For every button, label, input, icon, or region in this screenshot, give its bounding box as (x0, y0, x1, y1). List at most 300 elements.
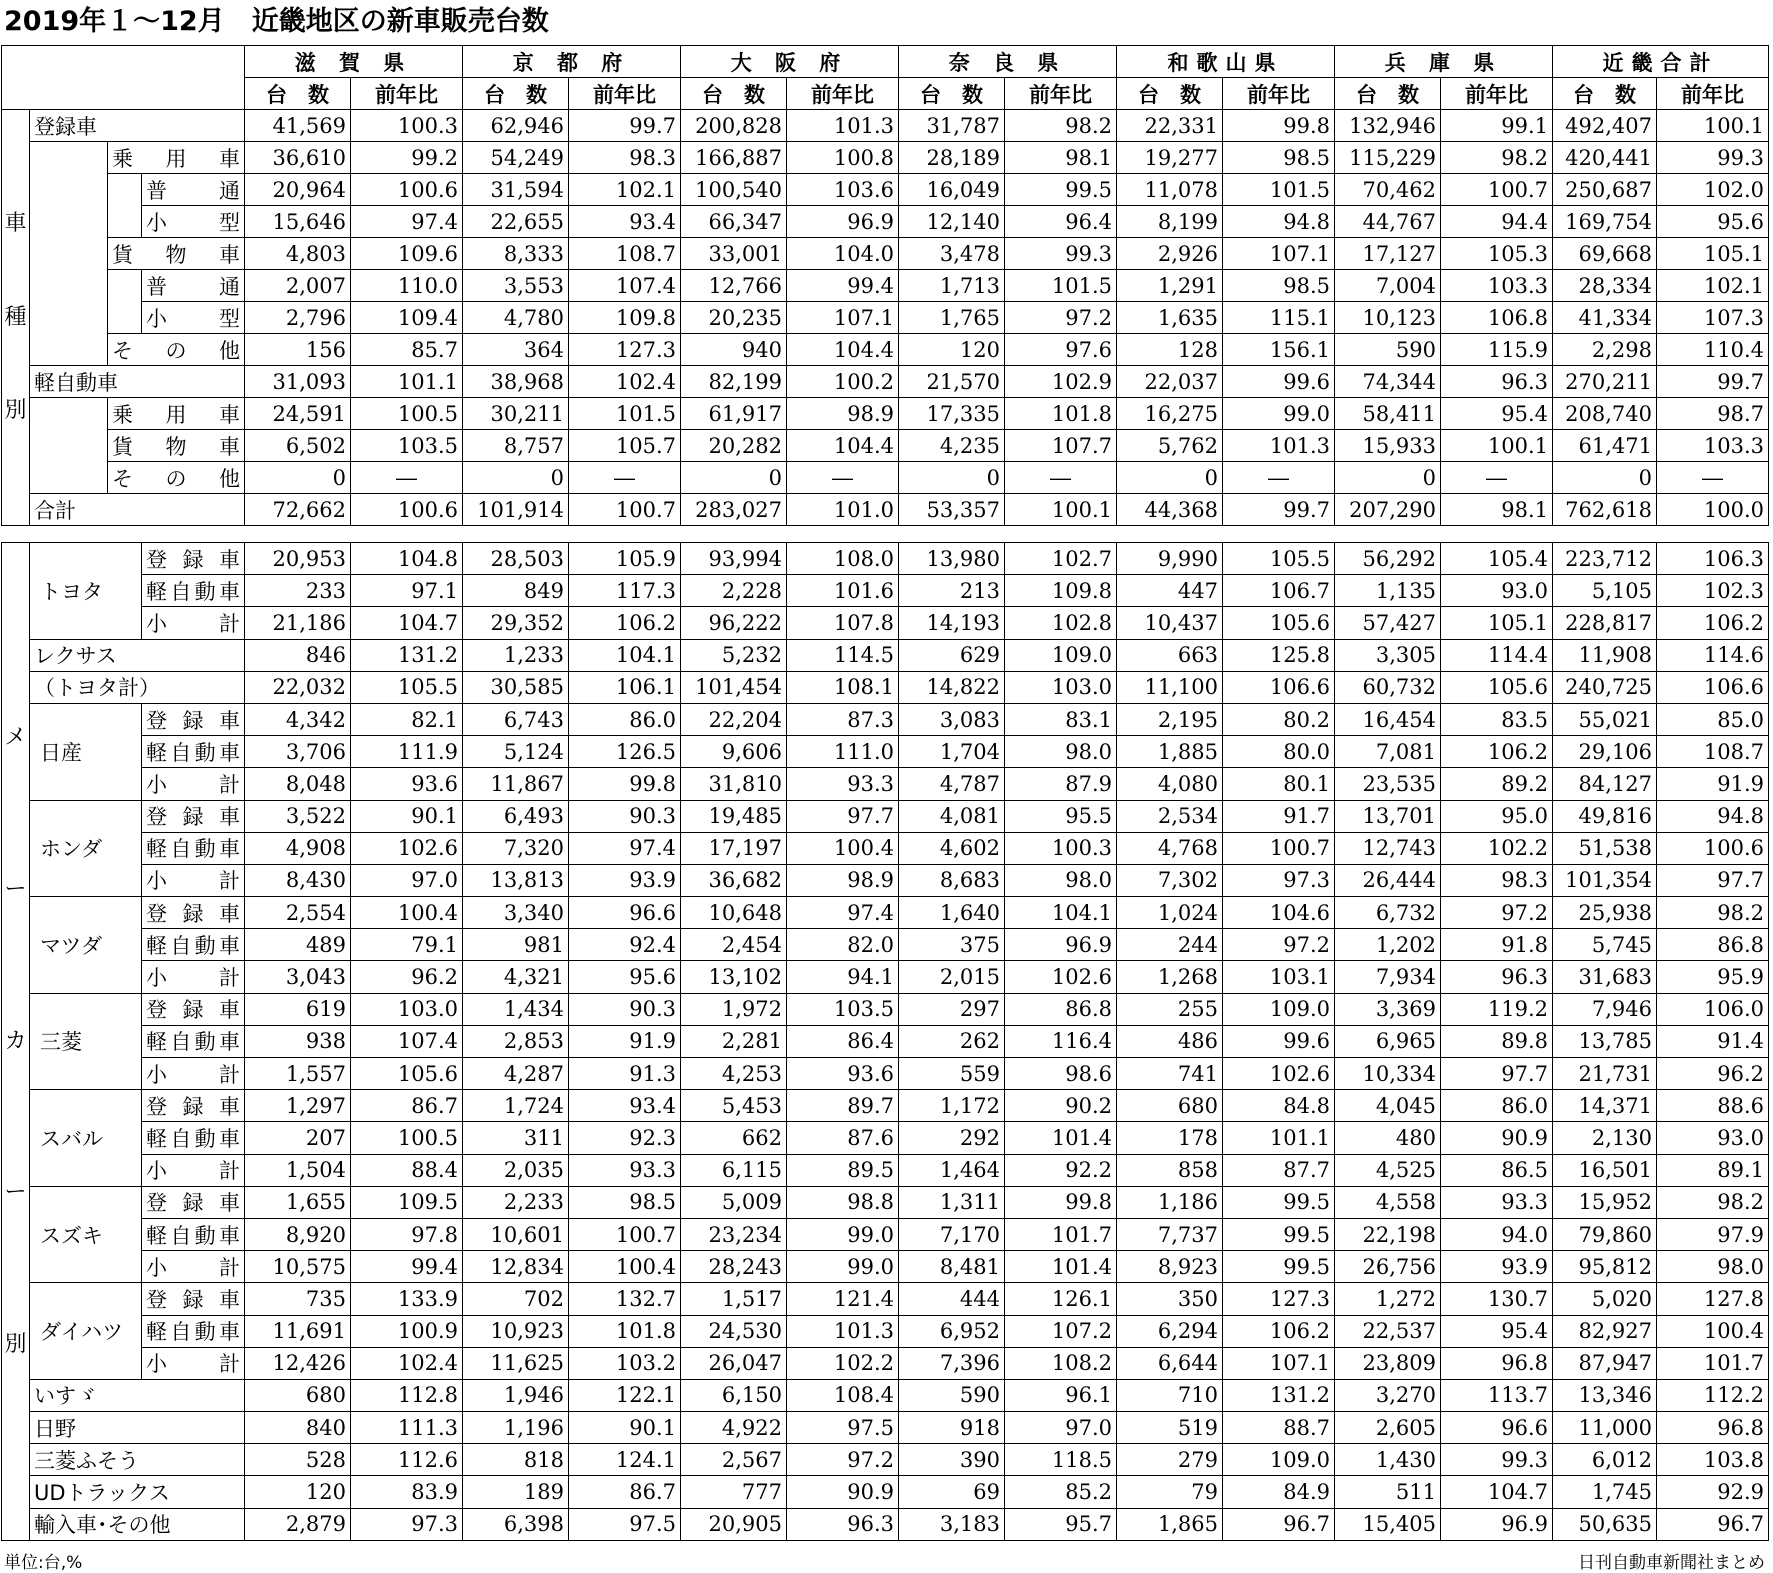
units-cell: 5,762 (1117, 430, 1223, 462)
units-cell: 11,867 (463, 768, 569, 800)
ratio-cell: ― (1441, 462, 1553, 494)
units-cell: 15,952 (1553, 1186, 1657, 1218)
ratio-cell: 106.2 (569, 607, 681, 639)
ratio-cell: 101.6 (787, 575, 899, 607)
table-row (2, 1315, 1769, 1347)
ratio-cell: 97.2 (1005, 302, 1117, 334)
ratio-cell: 84.8 (1223, 1090, 1335, 1122)
units-cell: 528 (245, 1444, 351, 1476)
units-cell: 5,232 (681, 639, 787, 671)
ratio-cell: 97.9 (1657, 1218, 1769, 1250)
sub-label: 小 計 (142, 1154, 245, 1186)
units-cell: 7,302 (1117, 864, 1223, 896)
ratio-cell: 100.6 (351, 174, 463, 206)
ratio-cell: 96.2 (351, 961, 463, 993)
ratio-cell: 107.3 (1657, 302, 1769, 334)
ratio-cell: 99.7 (1657, 366, 1769, 398)
units-cell: 11,691 (245, 1315, 351, 1347)
units-cell: 30,585 (463, 671, 569, 703)
ratio-cell: 100.7 (569, 494, 681, 526)
table-row (2, 1251, 1769, 1283)
ratio-header: 前年比 (1657, 78, 1769, 110)
units-cell: 390 (899, 1444, 1005, 1476)
ratio-cell: 100.4 (787, 832, 899, 864)
page-title: 2019年１～12月 近畿地区の新車販売台数 (4, 6, 549, 37)
units-cell: 1,713 (899, 270, 1005, 302)
side-char: 車 (4, 210, 27, 236)
ratio-cell: 107.4 (569, 270, 681, 302)
ratio-cell: 91.4 (1657, 1025, 1769, 1057)
units-cell: 4,768 (1117, 832, 1223, 864)
units-cell: 590 (899, 1379, 1005, 1411)
row-label: 普 通 (142, 174, 245, 206)
ratio-cell: 96.6 (1441, 1412, 1553, 1444)
units-cell: 250,687 (1553, 174, 1657, 206)
sub-label: 軽自動車 (142, 832, 245, 864)
sub-label: 登 録 車 (142, 1283, 245, 1315)
sub-label: 登 録 車 (142, 543, 245, 575)
units-cell: 6,965 (1335, 1025, 1441, 1057)
maker-name: マツダ (30, 897, 142, 994)
units-cell: 270,211 (1553, 366, 1657, 398)
table-row (2, 462, 1769, 494)
units-cell: 283,027 (681, 494, 787, 526)
ratio-cell: 104.7 (1441, 1476, 1553, 1508)
units-cell: 31,787 (899, 110, 1005, 142)
indent-cell (108, 174, 142, 206)
sub-label: 小 計 (142, 1251, 245, 1283)
units-cell: 486 (1117, 1025, 1223, 1057)
units-cell: 1,186 (1117, 1186, 1223, 1218)
units-cell: 4,602 (899, 832, 1005, 864)
ratio-cell: 103.5 (787, 993, 899, 1025)
units-cell: 12,426 (245, 1347, 351, 1379)
units-cell: 292 (899, 1122, 1005, 1154)
units-cell: 120 (245, 1476, 351, 1508)
ratio-cell: 100.0 (1657, 494, 1769, 526)
table-row (2, 1058, 1769, 1090)
ratio-cell: 106.2 (1441, 736, 1553, 768)
units-cell: 1,885 (1117, 736, 1223, 768)
ratio-cell: 89.2 (1441, 768, 1553, 800)
units-cell: 70,462 (1335, 174, 1441, 206)
sub-label: 軽自動車 (142, 575, 245, 607)
ratio-cell: 109.0 (1005, 639, 1117, 671)
ratio-cell: 102.2 (1441, 832, 1553, 864)
ratio-cell: 99.3 (1005, 238, 1117, 270)
ratio-cell: 99.1 (1441, 110, 1553, 142)
sub-label: 小 計 (142, 864, 245, 896)
sub-label: 登 録 車 (142, 993, 245, 1025)
units-cell: 17,335 (899, 398, 1005, 430)
ratio-cell: 100.4 (569, 1251, 681, 1283)
table-row (2, 1508, 1769, 1540)
maker-name: 日産 (30, 703, 142, 800)
units-header: 台 数 (245, 78, 351, 110)
ratio-cell: 99.4 (787, 270, 899, 302)
ratio-cell: 98.1 (1005, 142, 1117, 174)
ratio-cell: 110.4 (1657, 334, 1769, 366)
ratio-cell: ― (1657, 462, 1769, 494)
ratio-cell: 112.2 (1657, 1379, 1769, 1411)
ratio-cell: 104.4 (787, 430, 899, 462)
units-cell: 2,853 (463, 1025, 569, 1057)
prefecture-header: 兵 庫 県 (1335, 46, 1553, 78)
units-cell: 849 (463, 575, 569, 607)
ratio-cell: 106.7 (1223, 575, 1335, 607)
units-cell: 1,430 (1335, 1444, 1441, 1476)
ratio-cell: 97.1 (351, 575, 463, 607)
units-cell: 244 (1117, 929, 1223, 961)
ratio-cell: 104.7 (351, 607, 463, 639)
units-cell: 629 (899, 639, 1005, 671)
units-cell: 762,618 (1553, 494, 1657, 526)
units-cell: 0 (245, 462, 351, 494)
maker-name: スバル (30, 1090, 142, 1187)
units-cell: 84,127 (1553, 768, 1657, 800)
ratio-cell: 94.0 (1441, 1218, 1553, 1250)
units-cell: 1,202 (1335, 929, 1441, 961)
maker-name: いすゞ (30, 1379, 245, 1411)
ratio-cell: 100.8 (787, 142, 899, 174)
units-cell: 4,287 (463, 1058, 569, 1090)
units-cell: 49,816 (1553, 800, 1657, 832)
units-cell: 1,268 (1117, 961, 1223, 993)
ratio-cell: 96.7 (1657, 1508, 1769, 1540)
units-cell: 24,591 (245, 398, 351, 430)
table-row (2, 607, 1769, 639)
units-cell: 178 (1117, 1122, 1223, 1154)
ratio-cell: 106.6 (1223, 671, 1335, 703)
indent-cell (30, 398, 108, 430)
units-cell: 3,706 (245, 736, 351, 768)
ratio-cell: 96.3 (1441, 366, 1553, 398)
ratio-cell: 104.4 (787, 334, 899, 366)
units-cell: 22,198 (1335, 1218, 1441, 1250)
table-row (2, 768, 1769, 800)
ratio-cell: 99.5 (1223, 1186, 1335, 1218)
ratio-cell: 111.0 (787, 736, 899, 768)
units-cell: 10,575 (245, 1251, 351, 1283)
units-cell: 7,737 (1117, 1218, 1223, 1250)
ratio-cell: 98.8 (787, 1186, 899, 1218)
ratio-cell: 102.1 (1657, 270, 1769, 302)
ratio-cell: 102.6 (1005, 961, 1117, 993)
table-row (2, 671, 1769, 703)
prefecture-header: 近畿合計 (1553, 46, 1769, 78)
ratio-cell: 105.7 (569, 430, 681, 462)
units-cell: 31,810 (681, 768, 787, 800)
units-cell: 311 (463, 1122, 569, 1154)
units-cell: 840 (245, 1412, 351, 1444)
ratio-cell: 104.6 (1223, 897, 1335, 929)
units-cell: 60,732 (1335, 671, 1441, 703)
units-cell: 4,908 (245, 832, 351, 864)
units-cell: 101,914 (463, 494, 569, 526)
ratio-cell: 101.5 (1005, 270, 1117, 302)
ratio-cell: 89.7 (787, 1090, 899, 1122)
ratio-cell: 104.1 (1005, 897, 1117, 929)
units-cell: 11,000 (1553, 1412, 1657, 1444)
units-cell: 3,369 (1335, 993, 1441, 1025)
table-row (2, 1379, 1769, 1411)
units-cell: 66,347 (681, 206, 787, 238)
units-cell: 55,021 (1553, 703, 1657, 735)
ratio-cell: 86.8 (1005, 993, 1117, 1025)
ratio-cell: 156.1 (1223, 334, 1335, 366)
table-row (2, 270, 1769, 302)
ratio-cell: 114.4 (1441, 639, 1553, 671)
units-cell: 57,427 (1335, 607, 1441, 639)
units-cell: 31,093 (245, 366, 351, 398)
units-cell: 777 (681, 1476, 787, 1508)
row-label: 普 通 (142, 270, 245, 302)
ratio-cell: 99.3 (1657, 142, 1769, 174)
units-cell: 4,922 (681, 1412, 787, 1444)
units-cell: 519 (1117, 1412, 1223, 1444)
ratio-cell: 99.6 (1223, 1025, 1335, 1057)
ratio-cell: 102.7 (1005, 543, 1117, 575)
ratio-cell: 87.7 (1223, 1154, 1335, 1186)
source-note: 日刊自動車新聞社まとめ (1578, 1553, 1765, 1573)
ratio-cell: 100.1 (1005, 494, 1117, 526)
ratio-cell: 101.3 (1223, 430, 1335, 462)
ratio-cell: 88.6 (1657, 1090, 1769, 1122)
sub-label: 軽自動車 (142, 1025, 245, 1057)
ratio-cell: 101.1 (351, 366, 463, 398)
ratio-cell: 109.8 (1005, 575, 1117, 607)
units-cell: 17,127 (1335, 238, 1441, 270)
ratio-cell: 101.7 (1657, 1347, 1769, 1379)
units-cell: 15,646 (245, 206, 351, 238)
row-label: 合計 (30, 494, 245, 526)
sub-label: 登 録 車 (142, 1186, 245, 1218)
ratio-cell: 133.9 (351, 1283, 463, 1315)
ratio-cell: ― (569, 462, 681, 494)
indent-cell (108, 302, 142, 334)
ratio-cell: 99.5 (1223, 1251, 1335, 1283)
ratio-cell: 100.4 (1657, 1315, 1769, 1347)
maker-name: 三菱 (30, 993, 142, 1090)
units-cell: 21,731 (1553, 1058, 1657, 1090)
units-cell: 7,320 (463, 832, 569, 864)
units-cell: 79,860 (1553, 1218, 1657, 1250)
ratio-cell: 103.1 (1223, 961, 1335, 993)
ratio-cell: 97.2 (1441, 897, 1553, 929)
units-cell: 981 (463, 929, 569, 961)
units-cell: 132,946 (1335, 110, 1441, 142)
ratio-cell: 111.3 (351, 1412, 463, 1444)
ratio-cell: 106.2 (1223, 1315, 1335, 1347)
ratio-cell: 112.8 (351, 1379, 463, 1411)
units-cell: 23,535 (1335, 768, 1441, 800)
units-cell: 8,683 (899, 864, 1005, 896)
units-cell: 16,049 (899, 174, 1005, 206)
ratio-cell: 108.2 (1005, 1347, 1117, 1379)
units-cell: 20,953 (245, 543, 351, 575)
ratio-cell: 98.1 (1441, 494, 1553, 526)
ratio-cell: 91.3 (569, 1058, 681, 1090)
ratio-cell: 87.9 (1005, 768, 1117, 800)
units-cell: 44,368 (1117, 494, 1223, 526)
ratio-cell: 103.0 (1005, 671, 1117, 703)
units-cell: 1,233 (463, 639, 569, 671)
side-char: カ (4, 1028, 27, 1054)
ratio-cell: 82.0 (787, 929, 899, 961)
units-cell: 619 (245, 993, 351, 1025)
units-cell: 33,001 (681, 238, 787, 270)
units-cell: 255 (1117, 993, 1223, 1025)
ratio-cell: 90.3 (569, 993, 681, 1025)
ratio-cell: 96.6 (569, 897, 681, 929)
units-cell: 2,228 (681, 575, 787, 607)
maker-name: ダイハツ (30, 1283, 142, 1380)
units-cell: 1,972 (681, 993, 787, 1025)
sub-label: 軽自動車 (142, 1122, 245, 1154)
ratio-cell: 99.0 (787, 1251, 899, 1283)
ratio-header: 前年比 (787, 78, 899, 110)
ratio-cell: 98.0 (1005, 736, 1117, 768)
units-cell: 2,281 (681, 1025, 787, 1057)
ratio-cell: 105.6 (1441, 671, 1553, 703)
ratio-cell: 98.3 (569, 142, 681, 174)
ratio-cell: 103.3 (1657, 430, 1769, 462)
ratio-cell: 93.0 (1657, 1122, 1769, 1154)
ratio-cell: 97.0 (351, 864, 463, 896)
ratio-cell: 100.6 (351, 494, 463, 526)
table-row (2, 1444, 1769, 1476)
units-cell: 28,189 (899, 142, 1005, 174)
ratio-cell: 105.6 (1223, 607, 1335, 639)
units-cell: 1,297 (245, 1090, 351, 1122)
units-cell: 2,926 (1117, 238, 1223, 270)
table-row (2, 494, 1769, 526)
ratio-cell: 93.0 (1441, 575, 1553, 607)
ratio-cell: 124.1 (569, 1444, 681, 1476)
row-label: 貨 物 車 (108, 238, 245, 270)
ratio-cell: 95.4 (1441, 1315, 1553, 1347)
ratio-cell: 127.3 (1223, 1283, 1335, 1315)
units-cell: 2,554 (245, 897, 351, 929)
units-cell: 30,211 (463, 398, 569, 430)
ratio-cell: 103.3 (1441, 270, 1553, 302)
units-cell: 3,183 (899, 1508, 1005, 1540)
ratio-cell: 98.9 (787, 398, 899, 430)
ratio-cell: 108.7 (1657, 736, 1769, 768)
ratio-cell: 97.7 (1657, 864, 1769, 896)
units-cell: 741 (1117, 1058, 1223, 1090)
ratio-cell: 108.4 (787, 1379, 899, 1411)
ratio-cell: 99.0 (787, 1218, 899, 1250)
ratio-cell: 101.8 (569, 1315, 681, 1347)
maker-name: 輸入車･その他 (30, 1508, 245, 1540)
units-cell: 940 (681, 334, 787, 366)
indent-cell (30, 206, 108, 238)
ratio-cell: 109.0 (1223, 1444, 1335, 1476)
units-header: 台 数 (1553, 78, 1657, 110)
table-row (2, 1476, 1769, 1508)
ratio-cell: 127.3 (569, 334, 681, 366)
units-cell: 22,655 (463, 206, 569, 238)
ratio-cell: 93.9 (1441, 1251, 1553, 1283)
units-cell: 1,865 (1117, 1508, 1223, 1540)
units-cell: 95,812 (1553, 1251, 1657, 1283)
units-cell: 19,485 (681, 800, 787, 832)
units-cell: 8,048 (245, 768, 351, 800)
table-row (2, 1186, 1769, 1218)
ratio-cell: 102.4 (569, 366, 681, 398)
maker-name: ホンダ (30, 800, 142, 897)
units-cell: 3,553 (463, 270, 569, 302)
ratio-cell: 98.6 (1005, 1058, 1117, 1090)
units-cell: 156 (245, 334, 351, 366)
ratio-cell: 83.5 (1441, 703, 1553, 735)
units-cell: 0 (1117, 462, 1223, 494)
units-cell: 8,923 (1117, 1251, 1223, 1283)
units-cell: 1,504 (245, 1154, 351, 1186)
ratio-cell: 100.7 (1441, 174, 1553, 206)
row-label: そ の 他 (108, 462, 245, 494)
indent-cell (108, 206, 142, 238)
ratio-cell: 86.0 (1441, 1090, 1553, 1122)
ratio-cell: 79.1 (351, 929, 463, 961)
ratio-cell: 96.3 (1441, 961, 1553, 993)
ratio-cell: 91.9 (569, 1025, 681, 1057)
ratio-cell: 83.1 (1005, 703, 1117, 735)
units-cell: 7,170 (899, 1218, 1005, 1250)
units-cell: 6,502 (245, 430, 351, 462)
units-cell: 13,102 (681, 961, 787, 993)
units-cell: 16,454 (1335, 703, 1441, 735)
table-row (2, 961, 1769, 993)
units-cell: 0 (1553, 462, 1657, 494)
ratio-cell: 86.8 (1657, 929, 1769, 961)
ratio-cell: 112.6 (351, 1444, 463, 1476)
ratio-cell: 107.2 (1005, 1315, 1117, 1347)
units-cell: 10,334 (1335, 1058, 1441, 1090)
units-cell: 2,195 (1117, 703, 1223, 735)
units-cell: 26,756 (1335, 1251, 1441, 1283)
units-header: 台 数 (463, 78, 569, 110)
units-cell: 74,344 (1335, 366, 1441, 398)
ratio-cell: 101.0 (787, 494, 899, 526)
row-label: 貨 物 車 (108, 430, 245, 462)
units-header: 台 数 (1117, 78, 1223, 110)
units-cell: 54,249 (463, 142, 569, 174)
ratio-cell: 102.6 (1223, 1058, 1335, 1090)
ratio-cell: 94.1 (787, 961, 899, 993)
ratio-cell: 103.2 (569, 1347, 681, 1379)
ratio-cell: 114.5 (787, 639, 899, 671)
units-cell: 3,305 (1335, 639, 1441, 671)
units-cell: 2,035 (463, 1154, 569, 1186)
units-cell: 41,569 (245, 110, 351, 142)
units-cell: 1,434 (463, 993, 569, 1025)
ratio-cell: 102.0 (1657, 174, 1769, 206)
sub-label: 小 計 (142, 607, 245, 639)
ratio-cell: 80.1 (1223, 768, 1335, 800)
ratio-cell: 97.4 (569, 832, 681, 864)
units-cell: 1,557 (245, 1058, 351, 1090)
units-cell: 7,081 (1335, 736, 1441, 768)
units-cell: 1,196 (463, 1412, 569, 1444)
indent-cell (30, 430, 108, 462)
ratio-cell: 96.9 (1005, 929, 1117, 961)
units-cell: 233 (245, 575, 351, 607)
sub-label: 軽自動車 (142, 1315, 245, 1347)
units-cell: 36,610 (245, 142, 351, 174)
ratio-cell: ― (787, 462, 899, 494)
